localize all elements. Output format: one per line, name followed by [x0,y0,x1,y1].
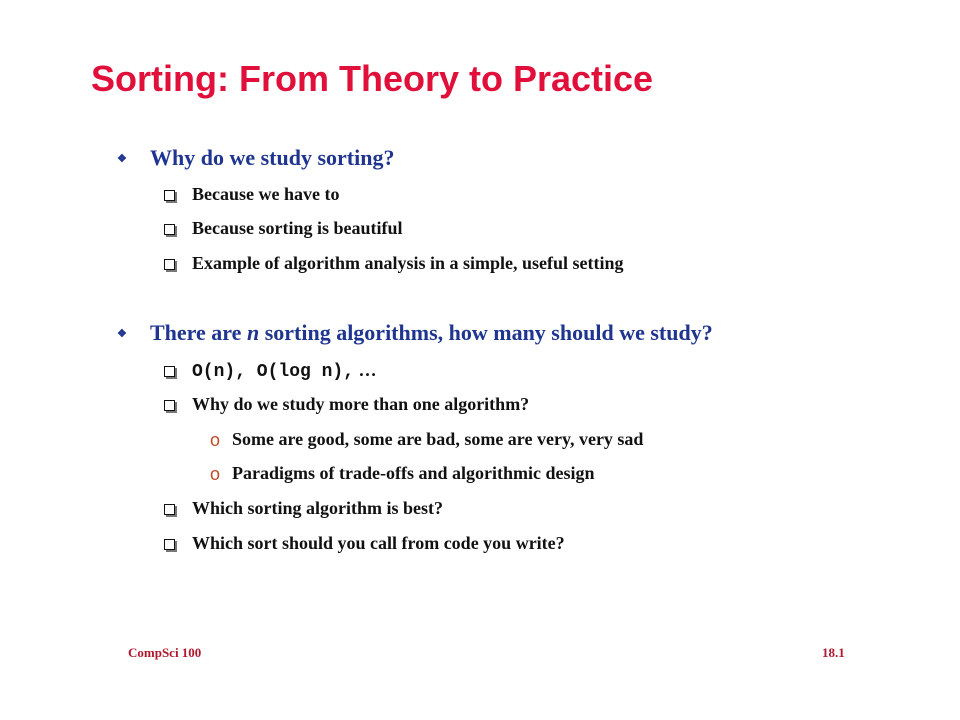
bullet-text: Because we have to [192,184,340,204]
square-bullet-icon [164,400,175,411]
bullet-text: Example of algorithm analysis in a simple, useful setting [192,253,624,273]
bullet-text-variable: n [246,320,260,345]
footer-slide-number: 18.1 [822,645,845,660]
bullet-why-study [117,145,395,171]
sub-bullet [192,218,403,239]
diamond-bullet-icon: ❖ [117,328,127,340]
sub-bullet [192,498,443,519]
bullet-text-prefix: There are [150,320,247,345]
bullet-how-many [117,320,713,346]
bullet-text: Some are good, some are bad, some are very, very sad [232,429,644,449]
sub-bullet [192,533,565,554]
square-bullet-icon [164,224,175,235]
sub-bullet [192,184,339,205]
footer-course: CompSci 100 [128,645,202,660]
circle-bullet-icon: o [210,430,221,450]
circle-bullet-icon: o [210,464,221,484]
bullet-text: Because sorting is beautiful [192,218,403,238]
bullet-text: Which sorting algorithm is best? [192,498,444,518]
square-bullet-icon [164,190,175,201]
bullet-text: Why do we study more than one algorithm? [192,394,530,414]
bullet-text: Why do we study sorting? [150,145,395,170]
square-bullet-icon [164,259,175,270]
complexity-code: O(n), O(log n), [192,362,355,382]
sub-bullet [192,253,624,274]
square-bullet-icon [164,539,175,550]
sub-bullet [192,394,529,415]
square-bullet-icon [164,366,175,377]
sub-bullet [192,360,377,382]
diamond-bullet-icon: ❖ [117,153,127,165]
sub-sub-bullet [210,429,644,450]
ellipsis: … [354,360,377,380]
sub-sub-bullet [210,463,595,484]
bullet-text-suffix: sorting algorithms, how many should we study? [259,320,713,345]
bullet-text: Which sort should you call from code you write? [192,533,565,553]
bullet-text: Paradigms of trade-offs and algorithmic design [232,463,595,483]
slide-title: Sorting: From Theory to Practice [91,58,654,99]
square-bullet-icon [164,504,175,515]
